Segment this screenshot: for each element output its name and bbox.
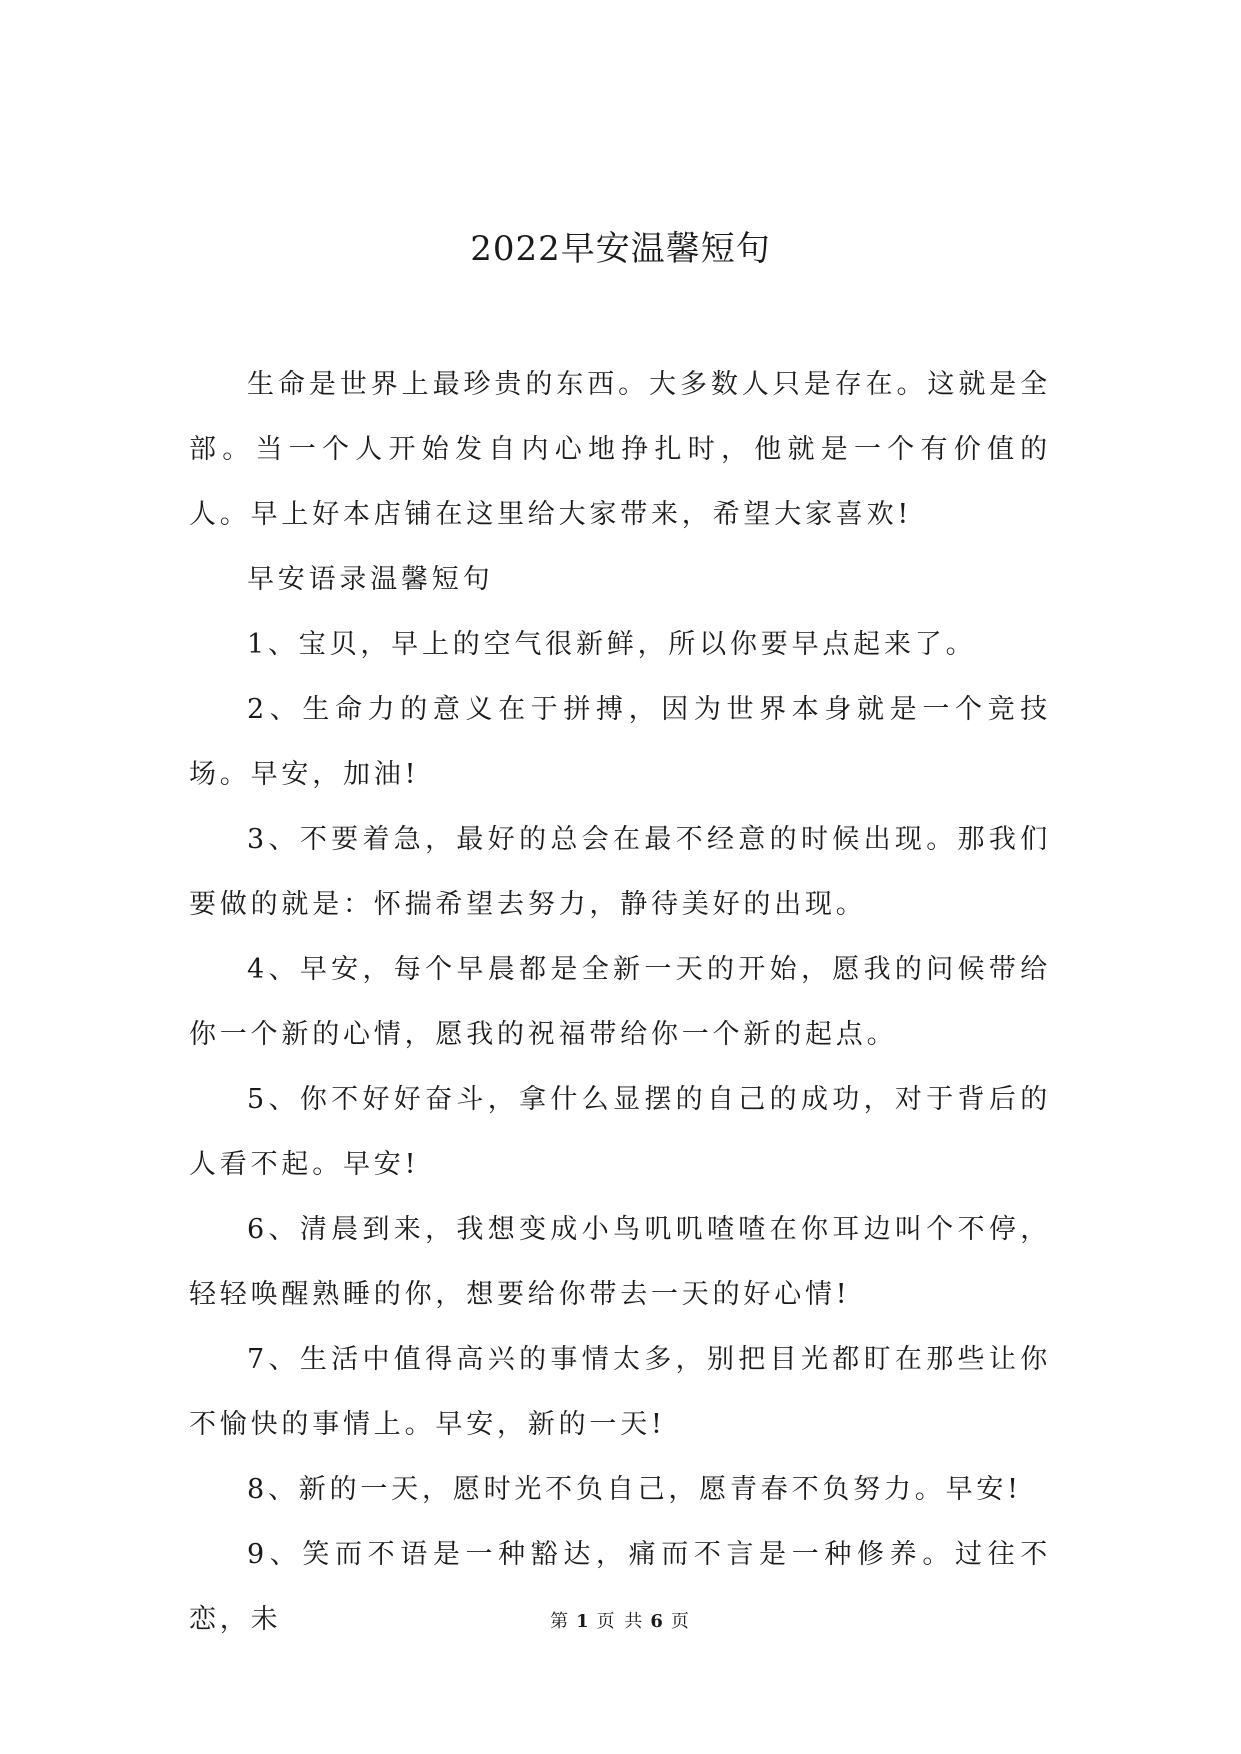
footer-suffix: 页	[670, 1611, 691, 1632]
list-item: 2、生命力的意义在于拼搏，因为世界本身就是一个竞技场。早安，加油!	[189, 694, 1051, 790]
paragraph-intro: 生命是世界上最珍贵的东西。大多数人只是存在。这就是全部。当一个人开始发自内心地挣扎时，他就是一个有价值的人。早上好本店铺在这里给大家带来，希望大家喜欢!	[189, 369, 1051, 530]
document-title: 2022早安温馨短句	[470, 229, 771, 269]
total-pages-number: 6	[650, 1611, 665, 1632]
list-item: 6、清晨到来，我想变成小鸟叽叽喳喳在你耳边叫个不停，轻轻唤醒熟睡的你，想要给你带去一天的好心情!	[189, 1214, 1051, 1310]
footer-middle: 页 共	[596, 1611, 645, 1632]
document-body	[189, 352, 1051, 1652]
list-item: 4、早安，每个早晨都是全新一天的开始，愿我的问候带给你一个新的心情，愿我的祝福带给你一个新的起点。	[189, 954, 1051, 1050]
list-item: 5、你不好好奋斗，拿什么显摆的自己的成功，对于背后的人看不起。早安!	[189, 1084, 1051, 1180]
list-item: 9、笑而不语是一种豁达，痛而不言是一种修养。过往不恋，未	[189, 1539, 1051, 1635]
list-item: 3、不要着急，最好的总会在最不经意的时候出现。那我们要做的就是：怀揣希望去努力，静待美好的出现。	[189, 824, 1051, 920]
page-footer	[0, 1609, 1241, 1635]
current-page-number: 1	[576, 1611, 591, 1632]
list-item: 8、新的一天，愿时光不负自己，愿青春不负努力。早安!	[247, 1474, 1022, 1505]
list-item: 1、宝贝，早上的空气很新鲜，所以你要早点起来了。	[247, 629, 977, 660]
list-item: 7、生活中值得高兴的事情太多，别把目光都盯在那些让你不愉快的事情上。早安，新的一天!	[189, 1344, 1051, 1440]
section-heading: 早安语录温馨短句	[247, 564, 494, 595]
footer-prefix: 第	[550, 1611, 571, 1632]
